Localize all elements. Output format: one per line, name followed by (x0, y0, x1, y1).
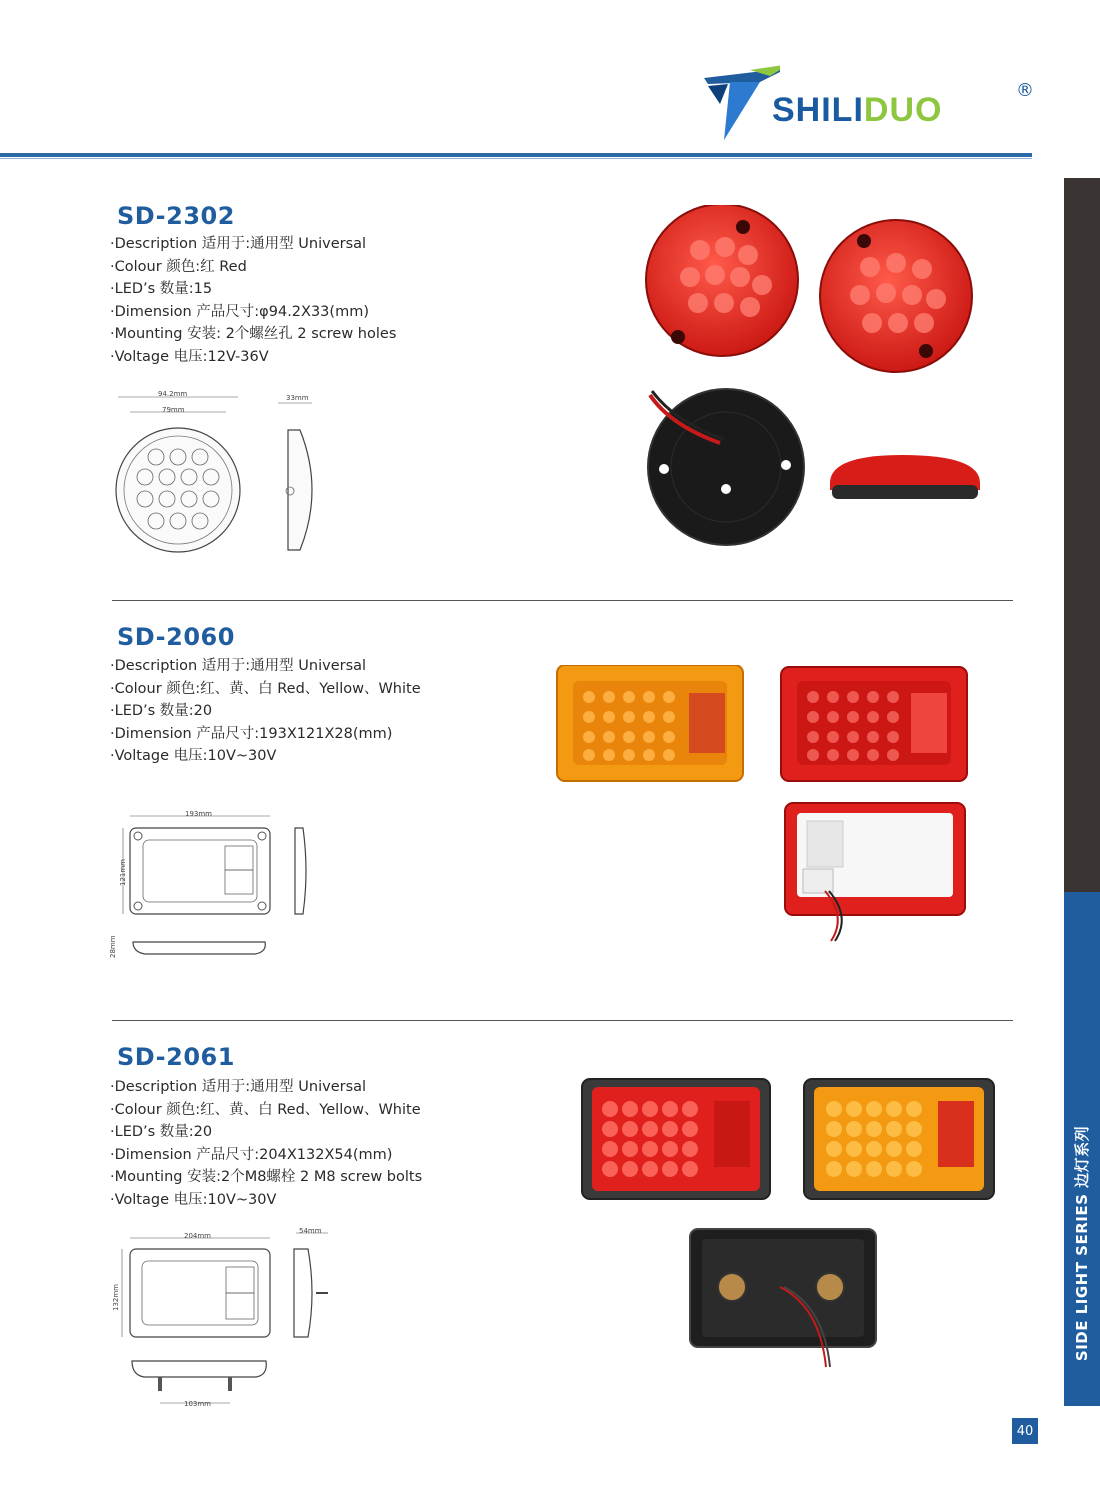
brand-logo (700, 60, 1040, 150)
spec-description: ·Description 适用于:通用型 Universal (110, 1079, 367, 1095)
technical-drawing (105, 808, 335, 968)
spec-voltage: ·Voltage 电压:10V~30V (110, 748, 277, 765)
spec-voltage: ·Voltage 电压:10V~30V (110, 1191, 277, 1208)
spec-leds: ·LED’s 数量:20 (110, 703, 213, 720)
dim-width-label: 193mm (185, 810, 212, 818)
spec-dimension: ·Dimension 产品尺寸:φ94.2X33(mm) (110, 303, 369, 320)
spec-dimension: ·Dimension 产品尺寸:204X132X54(mm) (110, 1146, 393, 1163)
dim-height-label: 121mm (119, 859, 127, 886)
side-tab-dark (1064, 178, 1100, 892)
dim-inner-label: 79mm (162, 406, 185, 414)
product-photo-colours (555, 665, 975, 950)
header-rule (0, 153, 1032, 157)
spec-voltage: ·Voltage 电压:12V-36V (110, 348, 269, 365)
dim-width-label: 204mm (184, 1232, 211, 1240)
technical-drawing (108, 1225, 338, 1415)
dim-height-label: 132mm (112, 1284, 120, 1311)
technical-drawing (110, 385, 340, 555)
spec-colour: ·Colour 颜色:红、黄、白 Red、Yellow、White (110, 1101, 421, 1118)
dim-depth-label: 54mm (299, 1227, 322, 1235)
spec-mounting: ·Mounting 安装: 2个螺丝孔 2 screw holes (110, 326, 397, 343)
section-divider (112, 600, 1013, 601)
product-photo-variants (580, 1077, 1000, 1372)
spec-leds: ·LED’s 数量:20 (110, 1124, 213, 1141)
header-rule-thin (0, 158, 1032, 159)
product-photo-front (640, 205, 1000, 375)
registered-mark: ® (1016, 80, 1034, 101)
spec-leds: ·LED’s 数量:15 (110, 281, 213, 298)
spec-list (110, 1076, 422, 1212)
spec-list (110, 233, 396, 369)
spec-colour: ·Colour 颜色:红 Red (110, 258, 247, 275)
dim-depth-label: 28mm (109, 935, 117, 958)
logo-mark-icon (700, 60, 780, 150)
brand-wordmark: SHILIDUO (772, 91, 943, 129)
product-title: SD-2302 (117, 202, 235, 230)
page-number: 40 (1012, 1418, 1038, 1444)
spec-description: ·Description 适用于:通用型 Universal (110, 658, 367, 674)
dim-depth-label: 33mm (286, 394, 309, 402)
spec-colour: ·Colour 颜色:红、黄、白 Red、Yellow、White (110, 680, 421, 697)
spec-mounting: ·Mounting 安装:2个M8螺栓 2 M8 screw bolts (110, 1169, 423, 1186)
product-photo-back (640, 385, 1000, 555)
product-title: SD-2060 (117, 623, 235, 651)
spec-description: ·Description 适用于:通用型 Universal (110, 236, 367, 252)
section-divider (112, 1020, 1013, 1021)
dim-bolt-label: 103mm (184, 1400, 211, 1408)
product-title: SD-2061 (117, 1043, 235, 1071)
spec-dimension: ·Dimension 产品尺寸:193X121X28(mm) (110, 725, 393, 742)
dim-width-label: 94.2mm (158, 390, 188, 398)
side-series-label: SIDE LIGHT SERIES 边灯系列 (1073, 1125, 1092, 1361)
spec-list (110, 655, 421, 768)
